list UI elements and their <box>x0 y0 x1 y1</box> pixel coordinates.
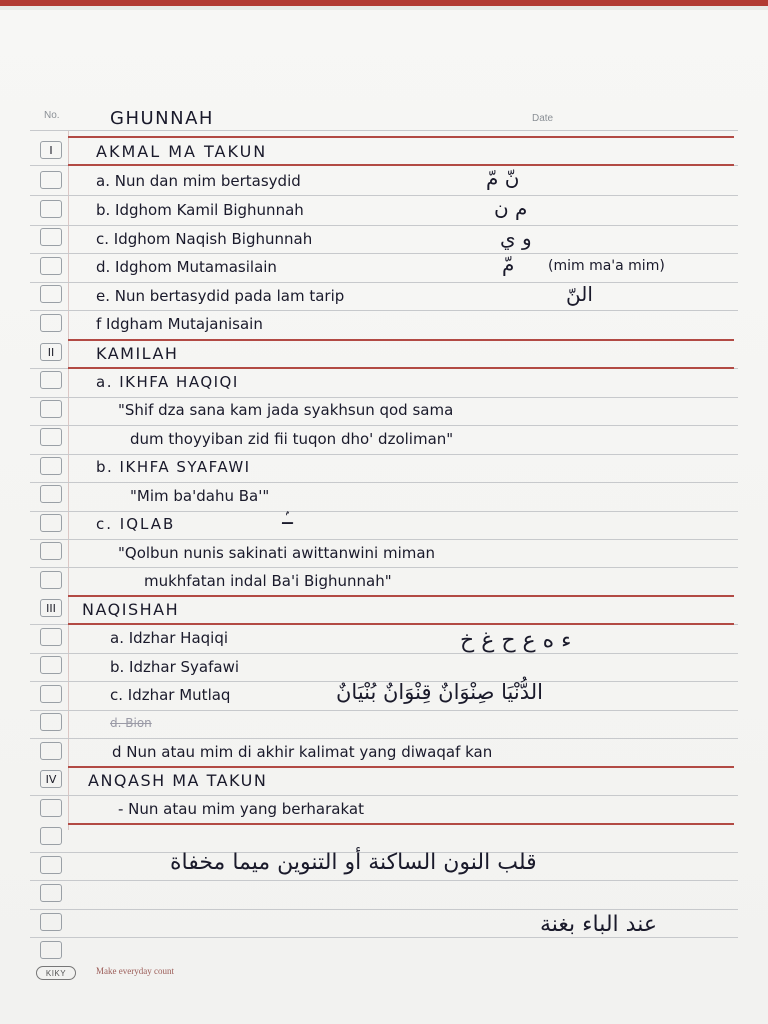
arabic-text: م ن <box>494 196 528 220</box>
ruled-line <box>30 425 738 426</box>
arabic-text: نّ مّ <box>486 166 520 190</box>
checkbox <box>40 457 62 475</box>
checkbox <box>40 542 62 560</box>
checkbox <box>40 571 62 589</box>
section-rule <box>68 623 734 625</box>
checkbox <box>40 314 62 332</box>
list-item: b. Idghom Kamil Bighunnah <box>96 201 304 219</box>
margin-line <box>68 130 69 830</box>
section-heading-akmal: AKMAL MA TAKUN <box>96 142 268 161</box>
arabic-text: ء ه ع ح غ خ <box>460 628 572 653</box>
arabic-rule-line: قلب النون الساكنة أو التنوين ميما مخفاة <box>170 850 537 875</box>
ruled-line <box>30 937 738 938</box>
ruled-line <box>30 795 738 796</box>
section-box-i: I <box>40 141 62 159</box>
checkbox <box>40 285 62 303</box>
section-heading-naqishah: NAQISHAH <box>82 600 180 619</box>
ruled-line <box>30 539 738 540</box>
ruled-line <box>30 454 738 455</box>
ruled-line <box>30 130 738 131</box>
list-item: c. IQLAB <box>96 515 176 533</box>
list-item: c. Idzhar Mutlaq <box>110 686 231 704</box>
arabic-text: و ي <box>500 226 532 250</box>
checkbox <box>40 428 62 446</box>
ruled-line <box>30 738 738 739</box>
page-top-edge <box>0 0 768 6</box>
page-title: GHUNNAH <box>110 108 214 129</box>
checkbox <box>40 257 62 275</box>
ruled-line <box>30 482 738 483</box>
checkbox <box>40 371 62 389</box>
arabic-text: الدُّنْيَا صِنْوَانٌ قِنْوَانٌ بُنْيَانٌ <box>336 680 543 704</box>
section-box-iii: III <box>40 599 62 617</box>
list-item: f Idgham Mutajanisain <box>96 315 263 333</box>
checkbox <box>40 485 62 503</box>
list-note: (mim ma'a mim) <box>548 258 665 274</box>
ruled-line <box>30 397 738 398</box>
list-item: e. Nun bertasydid pada lam tarip <box>96 287 345 305</box>
ruled-line <box>30 909 738 910</box>
ruled-line <box>30 710 738 711</box>
section-rule <box>68 766 734 768</box>
ruled-line <box>30 880 738 881</box>
section-heading-kamilah: KAMILAH <box>96 344 179 363</box>
quote-line: "Mim ba'dahu Ba'" <box>130 487 270 505</box>
ruled-line <box>30 282 738 283</box>
quote-line: mukhfatan indal Ba'i Bighunnah" <box>144 572 392 590</box>
list-item: b. Idzhar Syafawi <box>110 658 240 676</box>
ruled-line <box>30 567 738 568</box>
checkbox <box>40 856 62 874</box>
list-item: b. IKHFA SYAFAWI <box>96 458 251 476</box>
ruled-line <box>30 253 738 254</box>
list-item: d. Idghom Mutamasilain <box>96 258 277 276</box>
checkbox <box>40 742 62 760</box>
checkbox <box>40 171 62 189</box>
brand-logo: KIKY <box>36 966 76 980</box>
footer-tagline: Make everyday count <box>96 966 174 976</box>
section-rule <box>68 367 734 369</box>
section-box-ii: II <box>40 343 62 361</box>
checkbox <box>40 799 62 817</box>
arabic-text: ـۢ <box>282 508 293 529</box>
list-item: a. Nun dan mim bertasydid <box>96 172 301 190</box>
ruled-line <box>30 195 738 196</box>
checkbox <box>40 685 62 703</box>
list-item: c. Idghom Naqish Bighunnah <box>96 230 313 248</box>
crossed-out-item: d. Bion <box>110 716 152 730</box>
checkbox <box>40 400 62 418</box>
arabic-text: النّ <box>566 282 593 306</box>
ruled-line <box>30 225 738 226</box>
ruled-line <box>30 653 738 654</box>
checkbox <box>40 713 62 731</box>
checkbox <box>40 913 62 931</box>
quote-line: "Qolbun nunis sakinati awittanwini miman <box>118 544 436 562</box>
list-item: d Nun atau mim di akhir kalimat yang diwaqaf kan <box>112 743 493 761</box>
list-item: a. Idzhar Haqiqi <box>110 629 229 647</box>
quote-line: dum thoyyiban zid fii tuqon dho' dzoliman" <box>130 430 454 448</box>
checkbox <box>40 827 62 845</box>
section-heading-anqash: ANQASH MA TAKUN <box>88 771 268 790</box>
checkbox <box>40 200 62 218</box>
section-box-iv: IV <box>40 770 62 788</box>
arabic-rule-line: عند الباء بغنة <box>540 912 657 937</box>
section-rule <box>68 823 734 825</box>
section-rule <box>68 136 734 138</box>
arabic-text: مّ <box>502 252 515 276</box>
section-rule <box>68 595 734 597</box>
checkbox <box>40 884 62 902</box>
list-item: - Nun atau mim yang berharakat <box>118 800 364 818</box>
checkbox <box>40 628 62 646</box>
checkbox <box>40 941 62 959</box>
checkbox <box>40 514 62 532</box>
no-label: No. <box>44 110 60 121</box>
checkbox <box>40 228 62 246</box>
ruled-line <box>30 310 738 311</box>
checkbox <box>40 656 62 674</box>
ruled-line <box>30 511 738 512</box>
section-rule <box>68 164 734 166</box>
date-label: Date <box>532 113 554 124</box>
quote-line: "Shif dza sana kam jada syakhsun qod sama <box>118 401 454 419</box>
section-rule <box>68 339 734 341</box>
list-item: a. IKHFA HAQIQI <box>96 373 239 391</box>
